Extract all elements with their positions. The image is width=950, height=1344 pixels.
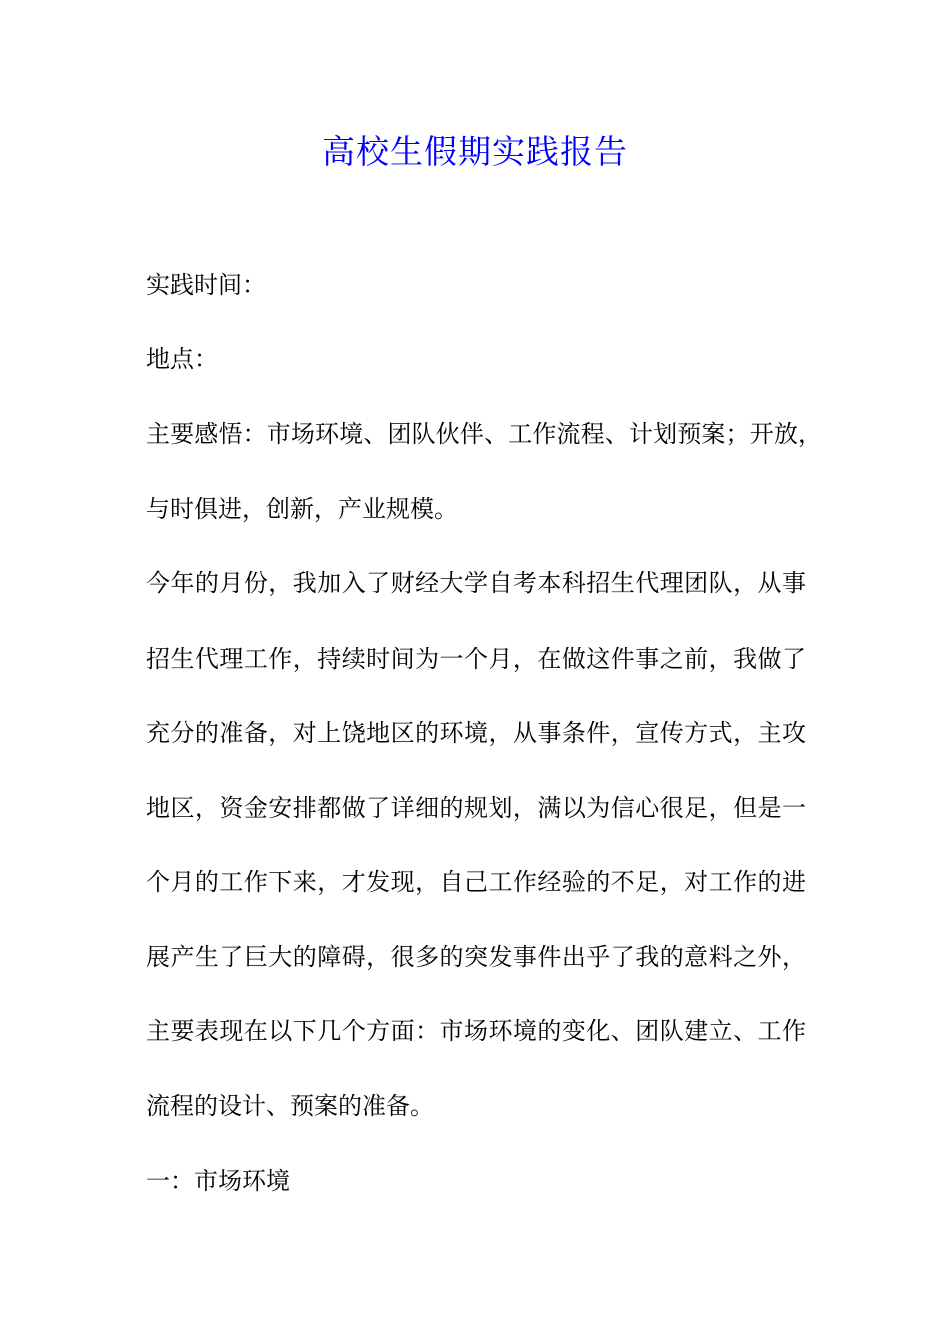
paragraph-line: 与时俱进，创新，产业规模。 xyxy=(146,495,458,523)
paragraph-line: 个月的工作下来，才发现，自己工作经验的不足，对工作的进 xyxy=(146,868,806,896)
paragraph-line: 招生代理工作，持续时间为一个月，在做这件事之前，我做了 xyxy=(146,645,806,673)
paragraph-line: 展产生了巨大的障碍，很多的突发事件出乎了我的意料之外， xyxy=(146,943,806,971)
paragraph-line: 流程的设计、预案的准备。 xyxy=(146,1092,434,1120)
location-label: 地点： xyxy=(146,345,218,373)
paragraph-line: 主要感悟：市场环境、团队伙伴、工作流程、计划预案；开放， xyxy=(146,420,822,448)
section-heading: 一：市场环境 xyxy=(146,1167,290,1195)
paragraph-line: 充分的准备，对上饶地区的环境，从事条件，宣传方式，主攻 xyxy=(146,719,806,747)
practice-time-label: 实践时间： xyxy=(146,271,266,299)
paragraph-line: 今年的月份，我加入了财经大学自考本科招生代理团队，从事 xyxy=(146,569,806,597)
document-title: 高校生假期实践报告 xyxy=(322,132,628,171)
paragraph-line: 地区，资金安排都做了详细的规划，满以为信心很足，但是一 xyxy=(146,794,806,822)
paragraph-line: 主要表现在以下几个方面：市场环境的变化、团队建立、工作 xyxy=(146,1017,806,1045)
